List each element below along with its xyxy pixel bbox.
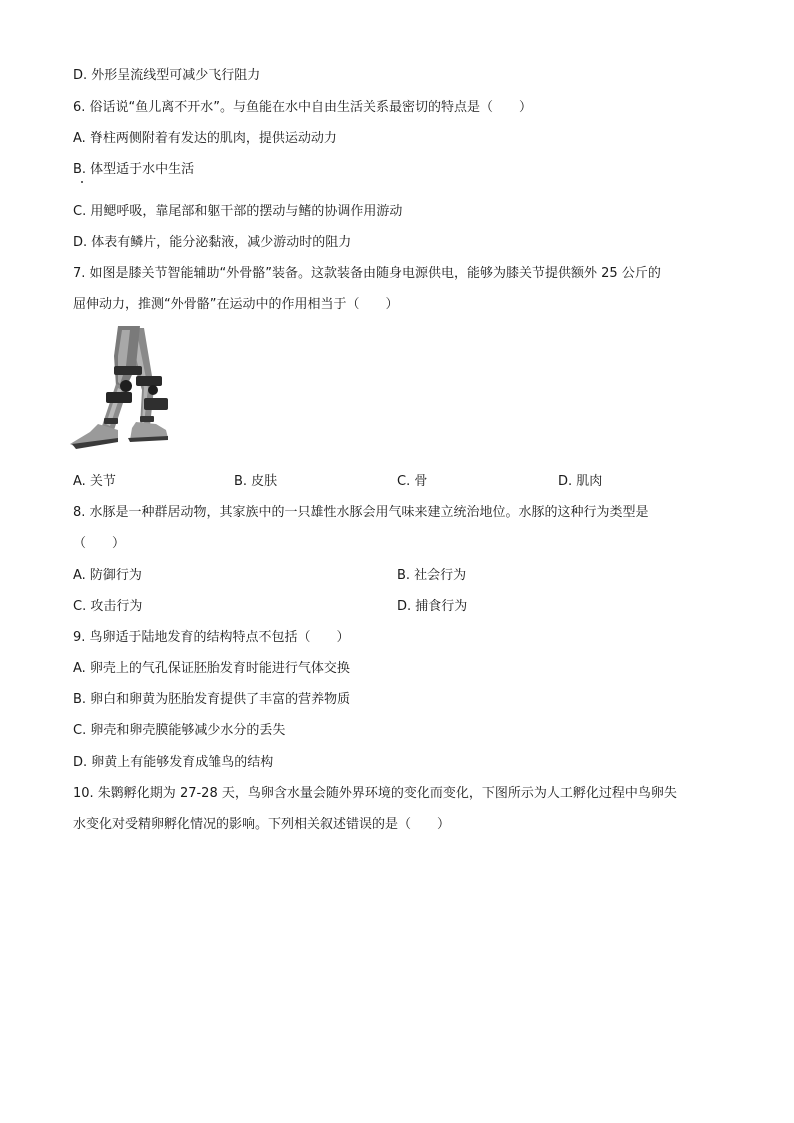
q7-option-c: C. 骨 (397, 474, 428, 489)
q9-option-a: A. 卵壳上的气孔保证胚胎发育时能进行气体交换 (73, 661, 350, 676)
q8-option-b: B. 社会行为 (397, 568, 467, 583)
q5-option-d: D. 外形呈流线型可减少飞行阻力 (73, 68, 261, 83)
q8-option-d: D. 捕食行为 (397, 599, 468, 614)
q6-option-b: B. 体型适于水中生活 (73, 162, 195, 177)
q8-option-c: C. 攻击行为 (73, 599, 143, 614)
q7-stem-line2: 屈伸动力，推测“外骨骼”在运动中的作用相当于（ ） (73, 297, 399, 312)
q9-option-b: B. 卵白和卵黄为胚胎发育提供了丰富的营养物质 (73, 692, 351, 707)
scan-speck (81, 181, 83, 183)
q6-option-c: C. 用鳃呼吸，靠尾部和躯干部的摆动与鳍的协调作用游动 (73, 204, 403, 219)
q7-option-b: B. 皮肤 (234, 474, 278, 489)
q10-stem-line1: 10. 朱鹮孵化期为 27-28 天，鸟卵含水量会随外界环境的变化而变化，下图所示为人工孵化过程中鸟卵失 (73, 786, 677, 801)
q8-stem-line2: （ ） (73, 536, 126, 551)
exoskeleton-knee-figure (70, 326, 182, 456)
q9-option-c: C. 卵壳和卵壳膜能够减少水分的丢失 (73, 723, 286, 738)
q6-stem: 6. 俗话说“鱼儿离不开水”。与鱼能在水中自由生活关系最密切的特点是（ ） (73, 100, 533, 115)
q6-option-a: A. 脊柱两侧附着有发达的肌肉，提供运动动力 (73, 131, 337, 146)
q7-option-a: A. 关节 (73, 474, 116, 489)
q10-stem-line2: 水变化对受精卵孵化情况的影响。下列相关叙述错误的是（ ） (73, 817, 451, 832)
q7-option-d: D. 肌肉 (558, 474, 603, 489)
q9-stem: 9. 鸟卵适于陆地发育的结构特点不包括（ ） (73, 630, 350, 645)
q8-stem-line1: 8. 水豚是一种群居动物，其家族中的一只雄性水豚会用气味来建立统治地位。水豚的这种行为类型是 (73, 505, 649, 520)
q8-option-a: A. 防御行为 (73, 568, 142, 583)
q7-stem-line1: 7. 如图是膝关节智能辅助“外骨骼”装备。这款装备由随身电源供电，能够为膝关节提供额外 25 公斤的 (73, 266, 661, 281)
q6-option-d: D. 体表有鳞片，能分泌黏液，减少游动时的阻力 (73, 235, 352, 250)
q9-option-d: D. 卵黄上有能够发育成雏鸟的结构 (73, 755, 274, 770)
